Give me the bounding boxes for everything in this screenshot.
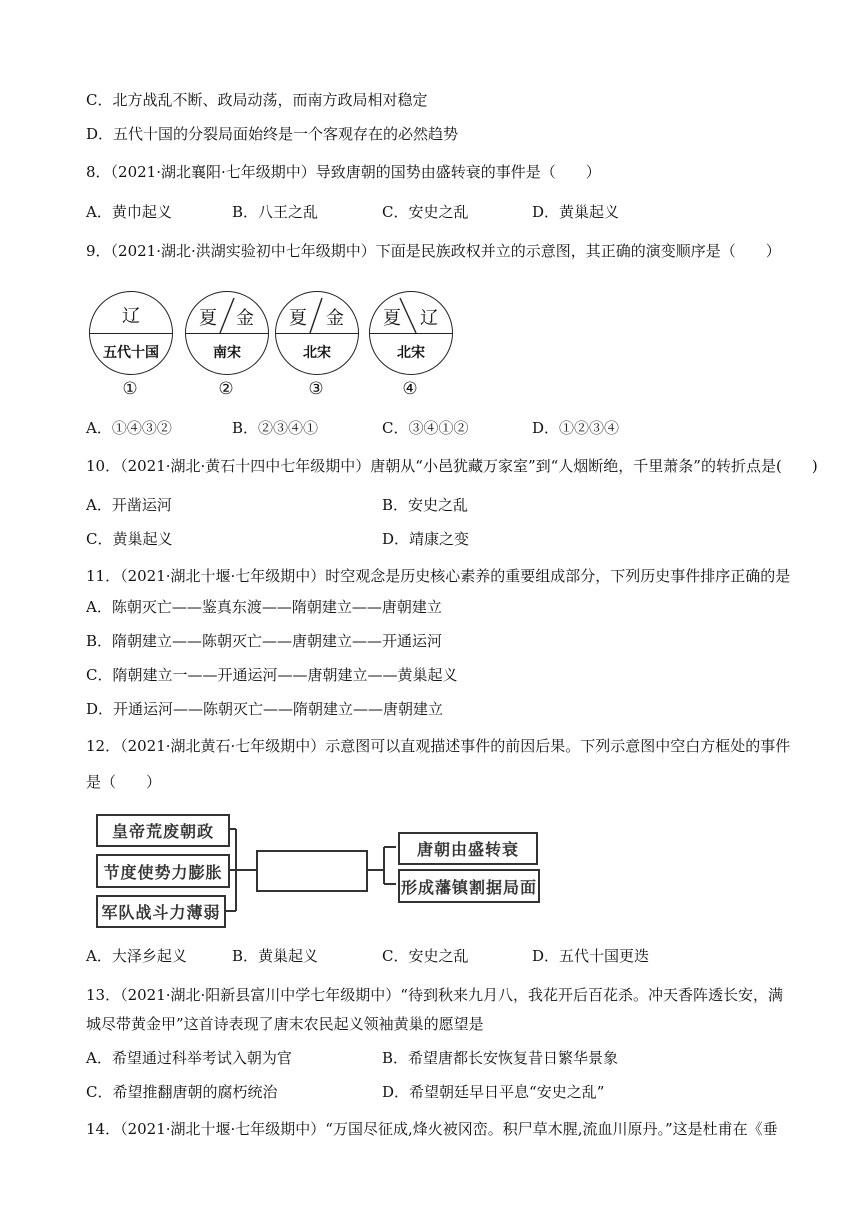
q10-stem: 10．（2021·湖北·黄石十四中七年级期中）唐朝从“小邑犹藏万家室”到“人烟断绝，千里萧条”的转折点是( ) — [86, 457, 818, 475]
regime-number-4: ④ — [402, 379, 418, 399]
q14-stem: 14．（2021·湖北十堰·七年级期中）“万国尽征成,烽火被冈峦。积尸草木腥,流血川原丹。”这是杜甫在《垂 — [86, 1120, 778, 1138]
regime-bottom-label: 五代十国 — [103, 345, 159, 361]
q12-option-a: A．大泽乡起义 — [86, 947, 187, 965]
q13-option-d: D．希望朝廷早日平息“安史之乱” — [382, 1083, 605, 1101]
regime-number-3: ③ — [308, 379, 324, 399]
regime-right-label: 金 — [326, 308, 344, 329]
q11-option-b: B．隋朝建立——陈朝灭亡——唐朝建立——开通运河 — [86, 632, 443, 650]
blank-event-box — [256, 850, 368, 892]
q10-option-d: D．靖康之变 — [382, 530, 470, 548]
q12-stem: 12．（2021·湖北黄石·七年级期中）示意图可以直观描述事件的前因后果。下列示意图中空白方框处的事件 — [86, 737, 791, 755]
q8-option-a: A．黄巾起义 — [86, 203, 172, 221]
q9-option-a: A．①④③② — [86, 419, 172, 437]
q8-option-b: B．八王之乱 — [232, 203, 319, 221]
regime-circle-3 — [275, 291, 359, 375]
q9-option-c: C．③④①② — [382, 419, 469, 437]
regime-circle-1 — [89, 291, 173, 375]
cause-box-3: 军队战斗力薄弱 — [96, 895, 226, 928]
regime-left-label: 夏 — [199, 308, 217, 329]
q8-option-d: D．黄巢起义 — [532, 203, 620, 221]
q13-option-b: B．希望唐都长安恢复昔日繁华景象 — [382, 1049, 619, 1067]
q10-option-b: B．安史之乱 — [382, 496, 469, 514]
q9-stem: 9．（2021·湖北·洪湖实验初中七年级期中）下面是民族政权并立的示意图，其正确的演变顺序是（ ） — [86, 242, 781, 260]
regime-circle-4 — [369, 291, 453, 375]
q12-stem-cont: 是（ ） — [86, 773, 162, 791]
q9-option-d: D．①②③④ — [532, 419, 620, 437]
q8-option-c: C．安史之乱 — [382, 203, 469, 221]
q13-stem-cont: 城尽带黄金甲”这首诗表现了唐末农民起义领袖黄巢的愿望是 — [86, 1015, 484, 1033]
regime-circle-2 — [185, 291, 269, 375]
regime-number-1: ① — [122, 379, 138, 399]
regime-bottom-label: 北宋 — [397, 345, 425, 361]
regime-right-label: 辽 — [420, 308, 438, 329]
q7-option-d: D．五代十国的分裂局面始终是一个客观存在的必然趋势 — [86, 125, 459, 143]
q11-option-d: D．开通运河——陈朝灭亡——隋朝建立——唐朝建立 — [86, 700, 444, 718]
regime-left-label: 夏 — [383, 308, 401, 329]
q12-option-d: D．五代十国更迭 — [532, 947, 650, 965]
regime-bottom-label: 南宋 — [213, 345, 241, 361]
q10-option-c: C．黄巢起义 — [86, 530, 173, 548]
regime-bottom-label: 北宋 — [303, 345, 331, 361]
cause-box-1: 皇帝荒废朝政 — [96, 814, 230, 847]
q11-stem: 11．（2021·湖北十堰·七年级期中）时空观念是历史核心素养的重要组成部分，下列历史事件排序正确的是 — [86, 567, 791, 585]
regime-top-label: 辽 — [122, 306, 140, 327]
q11-option-a: A．陈朝灭亡——鉴真东渡——隋朝建立——唐朝建立 — [86, 598, 442, 616]
regime-number-2: ② — [218, 379, 234, 399]
q8-stem: 8．（2021·湖北襄阳·七年级期中）导致唐朝的国势由盛转衰的事件是（ ） — [86, 163, 601, 181]
q13-stem: 13．（2021·湖北·阳新县富川中学七年级期中）“待到秋来九月八，我花开后百花杀。冲天香阵透长安，满 — [86, 986, 783, 1004]
regime-right-label: 金 — [236, 308, 254, 329]
q13-option-c: C．希望推翻唐朝的腐朽统治 — [86, 1083, 278, 1101]
result-box-1: 唐朝由盛转衰 — [398, 832, 538, 865]
cause-box-2: 节度使势力膨胀 — [96, 854, 230, 888]
q12-option-b: B．黄巢起义 — [232, 947, 319, 965]
q7-option-c: C．北方战乱不断、政局动荡，而南方政局相对稳定 — [86, 91, 428, 109]
q10-option-a: A．开凿运河 — [86, 496, 172, 514]
q13-option-a: A．希望通过科举考试入朝为官 — [86, 1049, 292, 1067]
q12-option-c: C．安史之乱 — [382, 947, 469, 965]
q9-option-b: B．②③④① — [232, 419, 319, 437]
result-box-2: 形成藩镇割据局面 — [398, 869, 540, 903]
q11-option-c: C．隋朝建立一——开通运河——唐朝建立——黄巢起义 — [86, 666, 458, 684]
regime-left-label: 夏 — [289, 308, 307, 329]
